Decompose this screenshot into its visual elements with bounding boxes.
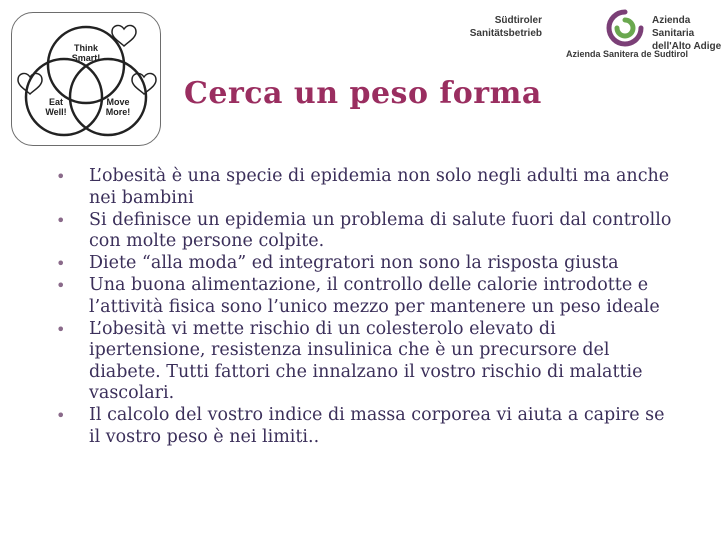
bullet-marker: •: [56, 319, 66, 339]
bullet-text: Si definisce un epidemia un problema di salute fuori dal controllo con molte persone colpite.: [89, 209, 672, 251]
org-name-italian: Azienda Sanitaria dell'Alto Adige: [652, 15, 722, 52]
bullet-item: [56, 405, 676, 448]
venn-diagram-icon: [12, 13, 160, 145]
logo-move-label: Move More!: [105, 97, 131, 117]
logo-eat-label: Eat Well!: [45, 97, 67, 117]
bullet-marker: •: [56, 276, 66, 295]
bullet-marker: •: [56, 210, 66, 230]
bullet-item: [56, 166, 676, 209]
bullet-marker: •: [56, 254, 66, 273]
bullet-text: L’obesità è una specie di epidemia non solo negli adulti ma anche nei bambini: [89, 166, 670, 208]
logo-think-label: Think Smart!: [71, 43, 101, 63]
bullet-text: Il calcolo del vostro indice di massa corporea vi aiuta a capire se il vostro peso è nei limiti..: [89, 405, 665, 447]
bullet-text: Diete “alla moda” ed integratori non sono la risposta giusta: [89, 253, 619, 273]
bullet-list: [56, 166, 676, 449]
bullet-text: Una buona alimentazione, il controllo delle calorie introdotte e l’attività fisica sono l’unico mezzo per mantenere un peso ideale: [89, 275, 660, 317]
bullet-marker: •: [56, 167, 66, 186]
org-name-ladin: Azienda Sanitera de Sudtirol: [566, 49, 689, 59]
org-name-german: Südtiroler Sanitätsbetrieb: [469, 15, 542, 39]
org-logo-icon: [603, 8, 647, 48]
bullet-item: [56, 275, 676, 318]
slide-title: Cerca un peso forma: [184, 76, 542, 111]
bullet-item: [56, 319, 676, 405]
bullet-text: L’obesità vi mette rischio di un colesterolo elevato di ipertensione, resistenza insulinica che è un precursore del diabete. Tutti fattori che innalzano il vostro rischio di malattie vascolari.: [89, 318, 643, 403]
bullet-item: [56, 253, 676, 275]
bullet-item: [56, 210, 676, 253]
health-logo: [11, 12, 161, 146]
bullet-marker: •: [56, 406, 66, 425]
